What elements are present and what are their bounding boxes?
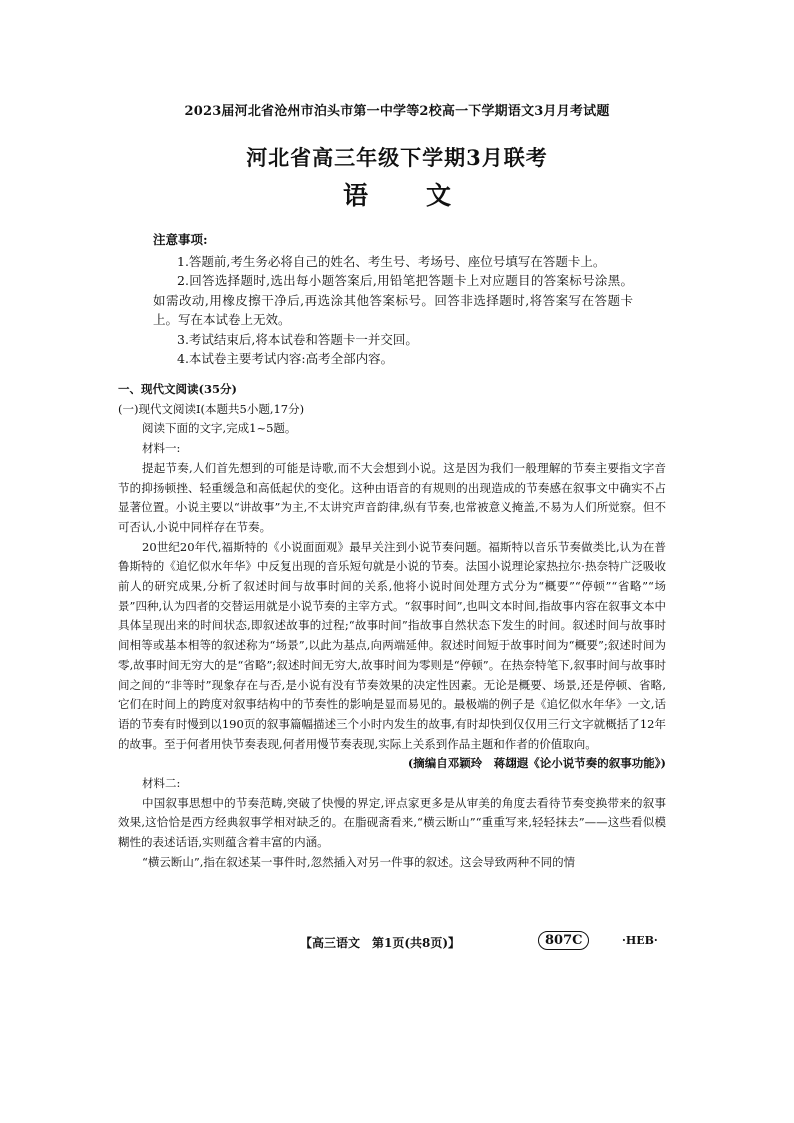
instruction-text: 阅读下面的文字,完成1~5题。 bbox=[142, 421, 297, 436]
source-citation: (摘编自邓颖玲 蒋翃遐《论小说节奏的叙事功能》) bbox=[407, 756, 666, 771]
notice-heading: 注意事项: bbox=[153, 232, 208, 247]
region-mark: ·HEB· bbox=[622, 934, 658, 947]
page-label: 【高三语文 第1页(共8页)】 bbox=[300, 936, 461, 950]
reading-section bbox=[118, 380, 666, 873]
exam-title: 河北省高三年级下学期3月联考 bbox=[246, 145, 548, 170]
material-label: 材料二: bbox=[142, 776, 181, 791]
material-paragraph: “横云断山”,指在叙述某一事件时,忽然插入对另一件事的叙述。这会导致两种不同的情 bbox=[142, 854, 576, 869]
material-paragraph: 20世纪20年代,福斯特的《小说面面观》最早关注到小说节奏问题。福斯特以音乐节奏做类比,认为在普鲁斯特的《追忆似水年华》中反复出现的音乐短句就是小说的节奏。法国小说理论家热拉尔·热奈特广泛吸收前人的研究成果,分析了叙述时间与故事时间的关系,他将小说时间处理方式分为“概要”“停顿”“省略”“场景”四种,认为四者的交替运用就是小说节奏的主宰方式。“叙事时间”,也叫文本时间,指故事内容在叙事文本中具体呈现出来的时间状态,即叙述故事的过程;“故事时间”指故事自然状态下发生的时间。叙述时间与故事时间相等或基本相等的叙述称为“场景”,以此为基点,向两端延伸。叙述时间短于故事时间为“概要”;叙述时间为零,故事时间无穷大的是“省略”;叙述时间无穷大,故事时间为零则是“停顿”。在热奈特笔下,叙事时间与故事时间之间的“非等时”现象存在与否,是小说有没有节奏效果的决定性因素。无论是概要、场景,还是停顿、省略,它们在时间上的跨度对叙事结构中的节奏性的影响是显而易见的。最极端的例子是《追忆似水年华》一文,话语的节奏有时慢到以190页的叙事篇幅描述三个小时内发生的故事,有时却快到仅仅用三行文字就概括了12年的故事。至于何者用快节奏表现,何者用慢节奏表现,实际上关系到作品主题和作者的价值取向。 bbox=[118, 539, 666, 751]
notice-item: 4.本试卷主要考试内容:高考全部内容。 bbox=[177, 351, 394, 366]
material-paragraph: 中国叙事思想中的节奏范畴,突破了快慢的界定,评点家更多是从审美的角度去看待节奏变换带来的叙事效果,这恰恰是西方经典叙事学相对缺乏的。在脂砚斋看来,“横云断山”“重重写来,轻轻抹去”——这些看似模糊性的表述话语,实则蕴含着丰富的内涵。 bbox=[118, 795, 666, 850]
material-paragraph: 提起节奏,人们首先想到的可能是诗歌,而不大会想到小说。这是因为我们一般理解的节奏主要指文字音节的抑扬顿挫、轻重缓急和高低起伏的变化。这种由语音的有规则的出现造成的节奏感在叙事文中确实不占显著位置。小说主要以“讲故事”为主,不太讲究声音韵律,纵有节奏,也常被意义掩盖,不易为人们所觉察。但不可否认,小说中同样存在节奏。 bbox=[118, 460, 666, 534]
notice-block bbox=[153, 230, 633, 369]
document-header: 2023届河北省沧州市泊头市第一中学等2校高一下学期语文3月月考试题 bbox=[184, 104, 610, 119]
exam-code-badge: 807C bbox=[538, 931, 589, 950]
exam-subject: 语文 bbox=[342, 181, 509, 210]
section-title: 一、现代文阅读(35分) bbox=[118, 382, 237, 396]
notice-item: 1.答题前,考生务必将自己的姓名、考生号、考场号、座位号填写在答题卡上。 bbox=[177, 253, 606, 269]
material-label: 材料一: bbox=[142, 441, 181, 456]
page-footer bbox=[0, 931, 794, 955]
notice-item: 3.考试结束后,将本试卷和答题卡一并交回。 bbox=[177, 331, 418, 347]
notice-item: 2.回答选择题时,选出每小题答案后,用铅笔把答题卡上对应题目的答案标号涂黑。如需改动,用橡皮擦干净后,再选涂其他答案标号。回答非选择题时,将答案写在答题卡上。写在本试卷上无效。 bbox=[153, 273, 633, 327]
subsection-title: (一)现代文阅读Ⅰ(本题共5小题,17分) bbox=[118, 401, 305, 416]
